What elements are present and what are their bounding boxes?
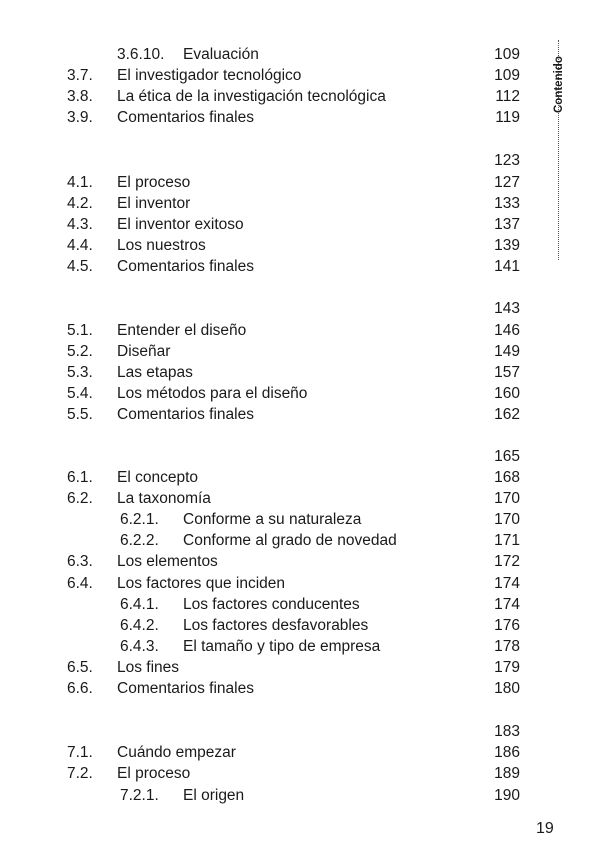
- sidebar-label: Contenido: [553, 56, 565, 114]
- toc-entry-title: Los métodos para el diseño: [117, 385, 308, 402]
- toc-entry-page: 171: [494, 532, 520, 549]
- toc-entry-title: Diseñar: [117, 343, 171, 360]
- toc-entry-number: 6.2.1.: [120, 511, 159, 528]
- toc-entry-number: 6.3.: [67, 553, 93, 570]
- toc-entry-page: 174: [494, 575, 520, 592]
- toc-entry-title: El tamaño y tipo de empresa: [183, 638, 381, 655]
- toc-entry-number: 5.5.: [67, 406, 93, 423]
- toc-row: [0, 86, 600, 107]
- toc-row: [0, 763, 600, 784]
- toc-entry-title: Los factores desfavorables: [183, 617, 369, 634]
- toc-entry-title: Los nuestros: [117, 237, 206, 254]
- toc-entry-page: 168: [494, 469, 520, 486]
- toc-chapter-row: [0, 298, 600, 319]
- toc-entry-number: 4.1.: [67, 174, 93, 191]
- toc-row: [0, 404, 600, 425]
- toc-row: [0, 530, 600, 551]
- toc-entry-title: El concepto: [117, 469, 198, 486]
- toc-entry-title: Los factores conducentes: [183, 596, 360, 613]
- toc-entry-title: El investigador tecnológico: [117, 67, 302, 84]
- toc-row: [0, 193, 600, 214]
- toc-row: [0, 657, 600, 678]
- toc-entry-title: Cuándo empezar: [117, 744, 236, 761]
- toc-entry-page: 178: [494, 638, 520, 655]
- toc-entry-number: 6.2.2.: [120, 532, 159, 549]
- toc-entry-number: 6.2.: [67, 490, 93, 507]
- toc-entry-page: 174: [494, 596, 520, 613]
- toc-entry-title: Conforme al grado de novedad: [183, 532, 397, 549]
- toc-entry-page: 137: [494, 216, 520, 233]
- toc-entry-page: 109: [494, 46, 520, 63]
- toc-entry-page: 179: [494, 659, 520, 676]
- toc-chapter-row: [0, 150, 600, 171]
- toc-entry-page: 176: [494, 617, 520, 634]
- toc-row: [0, 256, 600, 277]
- toc-entry-page: 146: [494, 322, 520, 339]
- toc-entry-page: 183: [494, 723, 520, 740]
- toc-entry-title: Comentarios finales: [117, 680, 254, 697]
- toc-entry-title: Los factores que inciden: [117, 575, 286, 592]
- toc-entry-number: 7.1.: [67, 744, 93, 761]
- toc-chapter-row: [0, 446, 600, 467]
- toc-entry-title: La ética de la investigación tecnológica: [117, 88, 386, 105]
- toc-entry-page: 133: [494, 195, 520, 212]
- toc-row: [0, 573, 600, 594]
- toc-entry-title: Comentarios finales: [117, 109, 254, 126]
- toc-entry-title: Entender el diseño: [117, 322, 247, 339]
- toc-row: [0, 235, 600, 256]
- toc-entry-page: 143: [494, 300, 520, 317]
- toc-entry-page: 170: [494, 511, 520, 528]
- toc-entry-page: 162: [494, 406, 520, 423]
- toc-entry-page: 149: [494, 343, 520, 360]
- toc-entry-title: Las etapas: [117, 364, 193, 381]
- toc-row: [0, 341, 600, 362]
- toc-entry-page: 127: [494, 174, 520, 191]
- toc-row: [0, 488, 600, 509]
- toc-entry-page: 157: [494, 364, 520, 381]
- toc-row: [0, 44, 600, 65]
- toc-entry-number: 6.4.: [67, 575, 93, 592]
- toc-entry-number: 4.5.: [67, 258, 93, 275]
- toc-entry-title: Conforme a su naturaleza: [183, 511, 362, 528]
- toc-row: [0, 362, 600, 383]
- toc-entry-title: El inventor: [117, 195, 191, 212]
- toc-entry-title: Comentarios finales: [117, 406, 254, 423]
- toc-entry-page: 186: [494, 744, 520, 761]
- toc-entry-title: La taxonomía: [117, 490, 211, 507]
- toc-entry-number: 4.3.: [67, 216, 93, 233]
- toc-row: [0, 594, 600, 615]
- toc-entry-title: Evaluación: [183, 46, 259, 63]
- toc-entry-number: 6.4.1.: [120, 596, 159, 613]
- toc-entry-title: El proceso: [117, 174, 191, 191]
- page-number: 19: [536, 820, 554, 837]
- toc-entry-number: 4.2.: [67, 195, 93, 212]
- toc-entry-number: 3.7.: [67, 67, 93, 84]
- toc-entry-number: 6.4.2.: [120, 617, 159, 634]
- toc-row: [0, 172, 600, 193]
- toc-entry-page: 172: [494, 553, 520, 570]
- toc-entry-title: El inventor exitoso: [117, 216, 244, 233]
- toc-entry-page: 160: [494, 385, 520, 402]
- toc-entry-number: 4.4.: [67, 237, 93, 254]
- toc-entry-title: Los fines: [117, 659, 180, 676]
- toc-row: [0, 615, 600, 636]
- toc-entry-page: 170: [494, 490, 520, 507]
- toc-entry-page: 189: [494, 765, 520, 782]
- toc-entry-title: El proceso: [117, 765, 191, 782]
- toc-entry-page: 139: [494, 237, 520, 254]
- toc-entry-title: Comentarios finales: [117, 258, 254, 275]
- toc-entry-number: 6.4.3.: [120, 638, 159, 655]
- toc-entry-title: El origen: [183, 787, 245, 804]
- toc-entry-number: 7.2.1.: [120, 787, 159, 804]
- toc-row: [0, 107, 600, 128]
- toc-entry-page: 141: [494, 258, 520, 275]
- toc-entry-page: 123: [494, 152, 520, 169]
- toc-entry-page: 112: [495, 88, 520, 105]
- toc-entry-page: 109: [494, 67, 520, 84]
- toc-entry-number: 3.6.10.: [117, 46, 165, 63]
- toc-row: [0, 742, 600, 763]
- toc-row: [0, 214, 600, 235]
- toc-row: [0, 636, 600, 657]
- toc-chapter-row: [0, 721, 600, 742]
- toc-entry-number: 3.8.: [67, 88, 93, 105]
- toc-entry-page: 165: [494, 448, 520, 465]
- toc-entry-page: 180: [494, 680, 520, 697]
- toc-row: [0, 509, 600, 530]
- toc-row: [0, 467, 600, 488]
- toc-row: [0, 551, 600, 572]
- toc-entry-page: 190: [494, 787, 520, 804]
- toc-row: [0, 383, 600, 404]
- toc-entry-number: 5.4.: [67, 385, 93, 402]
- toc-entry-number: 5.2.: [67, 343, 93, 360]
- toc-entry-number: 6.5.: [67, 659, 93, 676]
- toc-entry-number: 6.6.: [67, 680, 93, 697]
- toc-entry-number: 7.2.: [67, 765, 93, 782]
- toc-entry-number: 6.1.: [67, 469, 93, 486]
- toc-row: [0, 785, 600, 806]
- toc-row: [0, 678, 600, 699]
- toc-entry-title: Los elementos: [117, 553, 218, 570]
- toc-row: [0, 320, 600, 341]
- toc-row: [0, 65, 600, 86]
- toc-entry-page: 119: [495, 109, 520, 126]
- toc-entry-number: 5.1.: [67, 322, 93, 339]
- toc-entry-number: 5.3.: [67, 364, 93, 381]
- toc-entry-number: 3.9.: [67, 109, 93, 126]
